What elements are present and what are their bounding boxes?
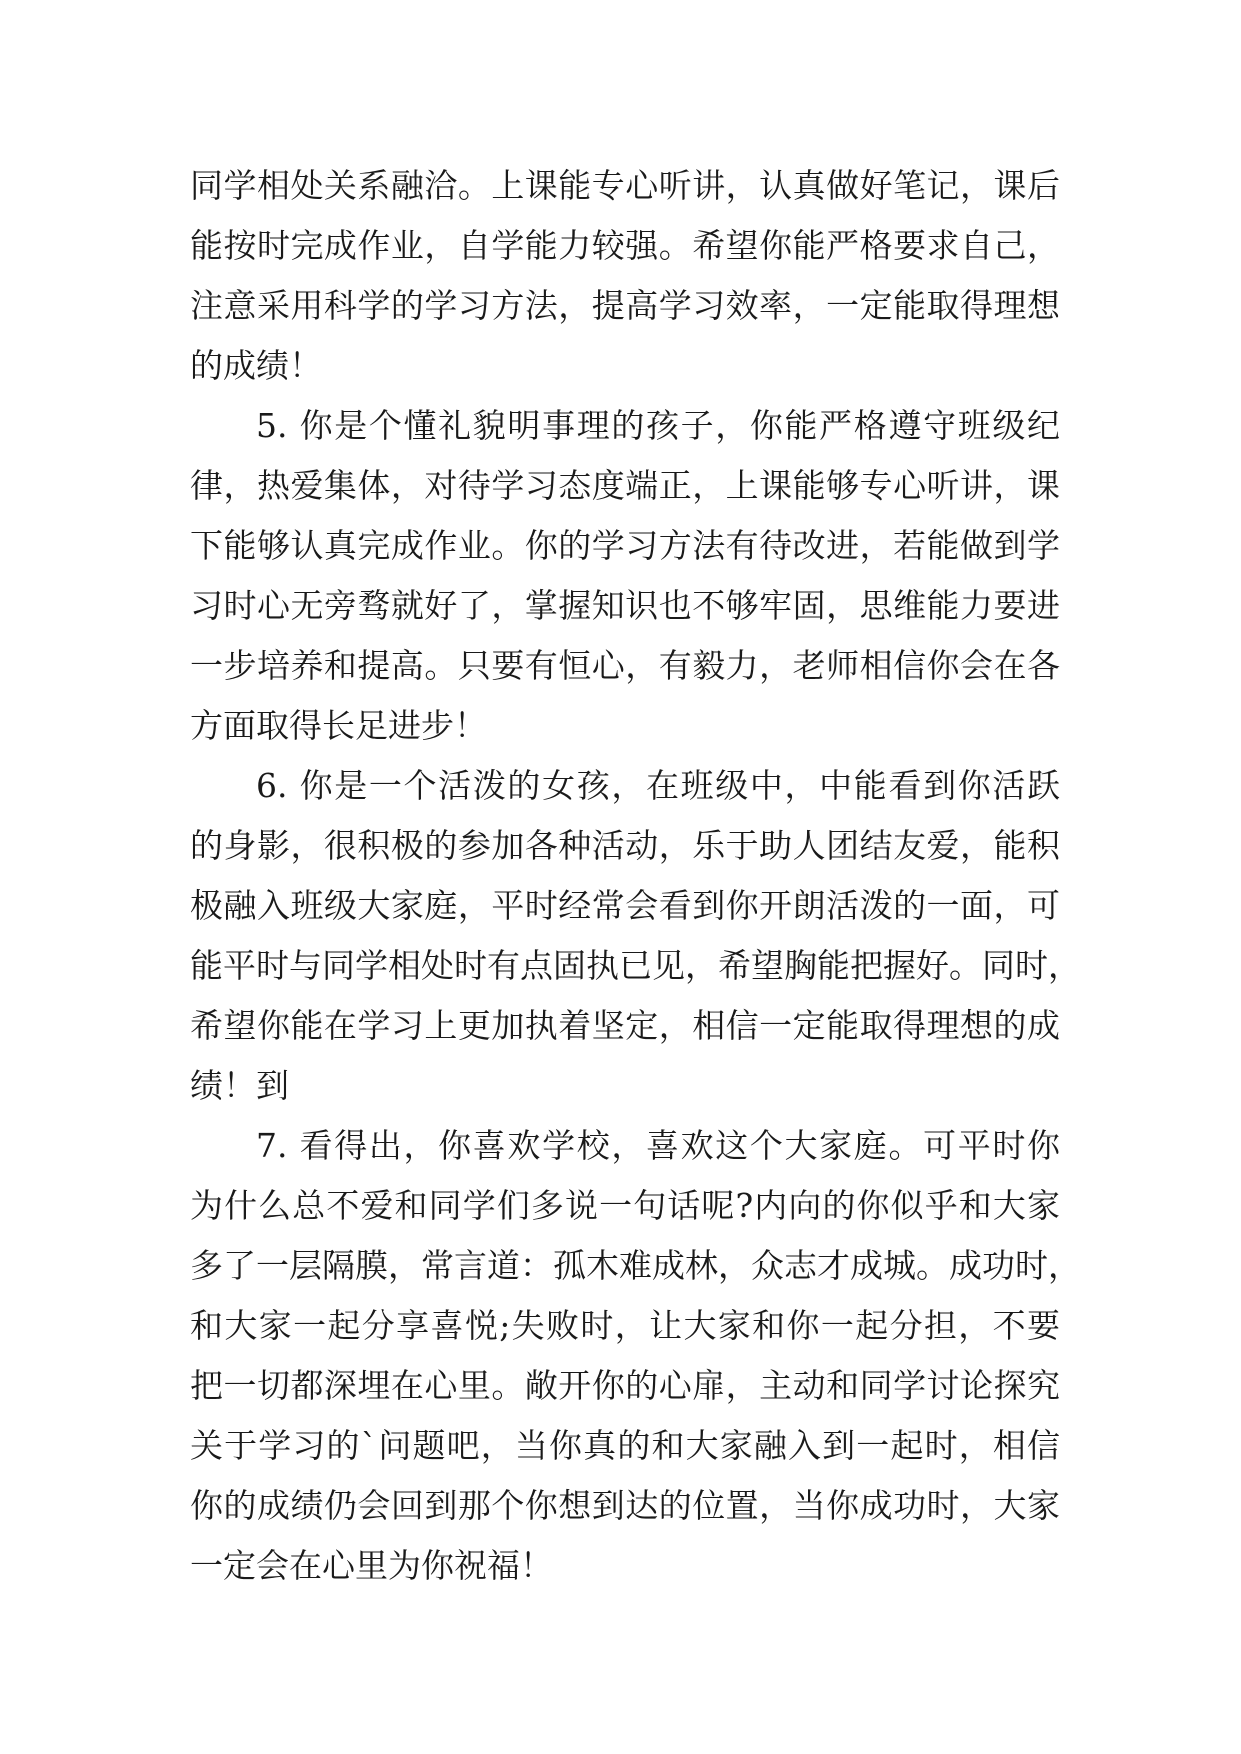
text-line: 律，热爱集体，对待学习态度端正，上课能够专心听讲，课 [190,466,1060,505]
text-line: 的成绩！ [190,346,322,385]
text-line: 绩！到 [190,1066,289,1105]
text-line: 下能够认真完成作业。你的学习方法有待改进，若能做到学 [190,526,1060,565]
text-line: 你的成绩仍会回到那个你想到达的位置，当你成功时，大家 [190,1486,1060,1525]
text-line: 多了一层隔膜，常言道：孤木难成林，众志才成城。成功时， [190,1246,1081,1285]
paragraph-7-first-line: 7. 看得出，你喜欢学校，喜欢这个大家庭。可平时你 [256,1126,1060,1165]
paragraph-6-first-line: 6. 你是一个活泼的女孩，在班级中，中能看到你活跃 [256,766,1060,805]
text-line: 一步培养和提高。只要有恒心，有毅力，老师相信你会在各 [190,646,1060,685]
paragraph-5-first-line: 5. 你是个懂礼貌明事理的孩子，你能严格遵守班级纪 [256,406,1060,445]
text-line: 能平时与同学相处时有点固执已见，希望胸能把握好。同时， [190,946,1081,985]
text-line: 同学相处关系融洽。上课能专心听讲，认真做好笔记，课后 [190,166,1060,205]
text-line: 希望你能在学习上更加执着坚定，相信一定能取得理想的成 [190,1006,1060,1045]
text-line: 和大家一起分享喜悦;失败时，让大家和你一起分担，不要 [190,1306,1060,1345]
text-line: 极融入班级大家庭，平时经常会看到你开朗活泼的一面，可 [190,886,1060,925]
text-line: 一定会在心里为你祝福！ [190,1546,553,1585]
text-line: 关于学习的`问题吧，当你真的和大家融入到一起时，相信 [190,1426,1060,1465]
text-line: 方面取得长足进步！ [190,706,487,745]
text-line: 能按时完成作业，自学能力较强。希望你能严格要求自己， [190,226,1060,265]
text-line: 为什么总不爱和同学们多说一句话呢?内向的你似乎和大家 [190,1186,1060,1225]
text-line: 把一切都深埋在心里。敞开你的心扉，主动和同学讨论探究 [190,1366,1060,1405]
text-line: 习时心无旁骛就好了，掌握知识也不够牢固，思维能力要进 [190,586,1060,625]
text-line: 注意采用科学的学习方法，提高学习效率，一定能取得理想 [190,286,1060,325]
text-line: 的身影，很积极的参加各种活动，乐于助人团结友爱，能积 [190,826,1060,865]
